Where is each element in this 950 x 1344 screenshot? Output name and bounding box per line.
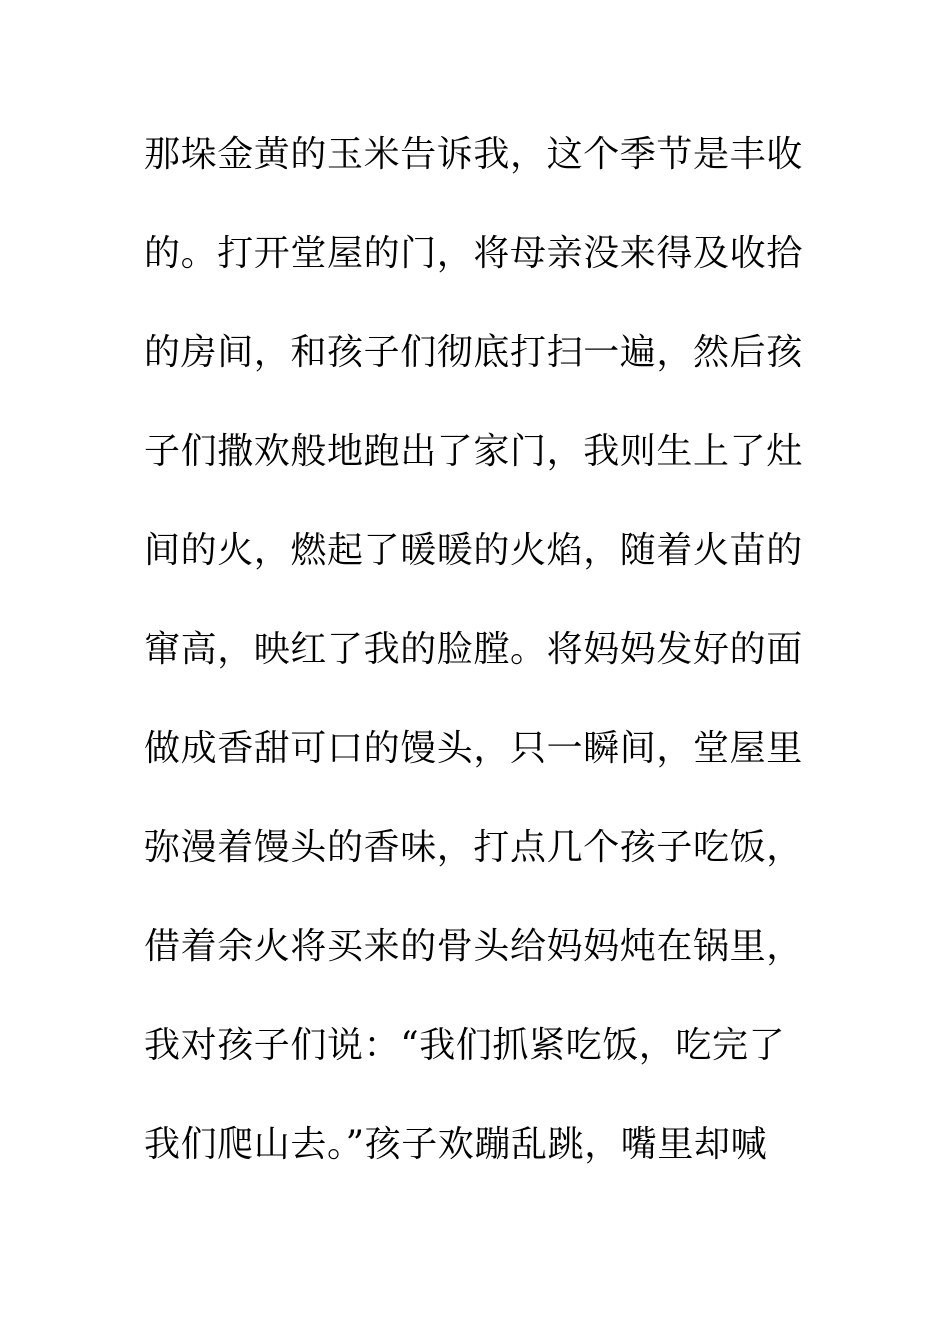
text-line-11: 我们爬山去。”孩子欢蹦乱跳，嘴里却喊 [144, 1124, 768, 1165]
text-line-5: 间的火，燃起了暖暖的火焰，随着火苗的 [144, 530, 803, 571]
text-line-1: 那垛金黄的玉米告诉我，这个季节是丰收 [144, 134, 803, 175]
text-line-10: 我对孩子们说：“我们抓紧吃饭，吃完了 [144, 1025, 786, 1066]
text-line-3: 的房间，和孩子们彻底打扫一遍，然后孩 [144, 332, 803, 373]
text-line-4: 子们撒欢般地跑出了家门，我则生上了灶 [144, 431, 803, 472]
text-line-9: 借着余火将买来的骨头给妈妈炖在锅里， [144, 926, 803, 967]
text-line-6: 窜高，映红了我的脸膛。将妈妈发好的面 [144, 629, 803, 670]
body-text [144, 124, 824, 1213]
text-line-2: 的。打开堂屋的门，将母亲没来得及收拾 [144, 233, 803, 274]
text-line-8: 弥漫着馒头的香味，打点几个孩子吃饭， [144, 827, 803, 868]
text-line-7: 做成香甜可口的馒头，只一瞬间，堂屋里 [144, 728, 803, 769]
